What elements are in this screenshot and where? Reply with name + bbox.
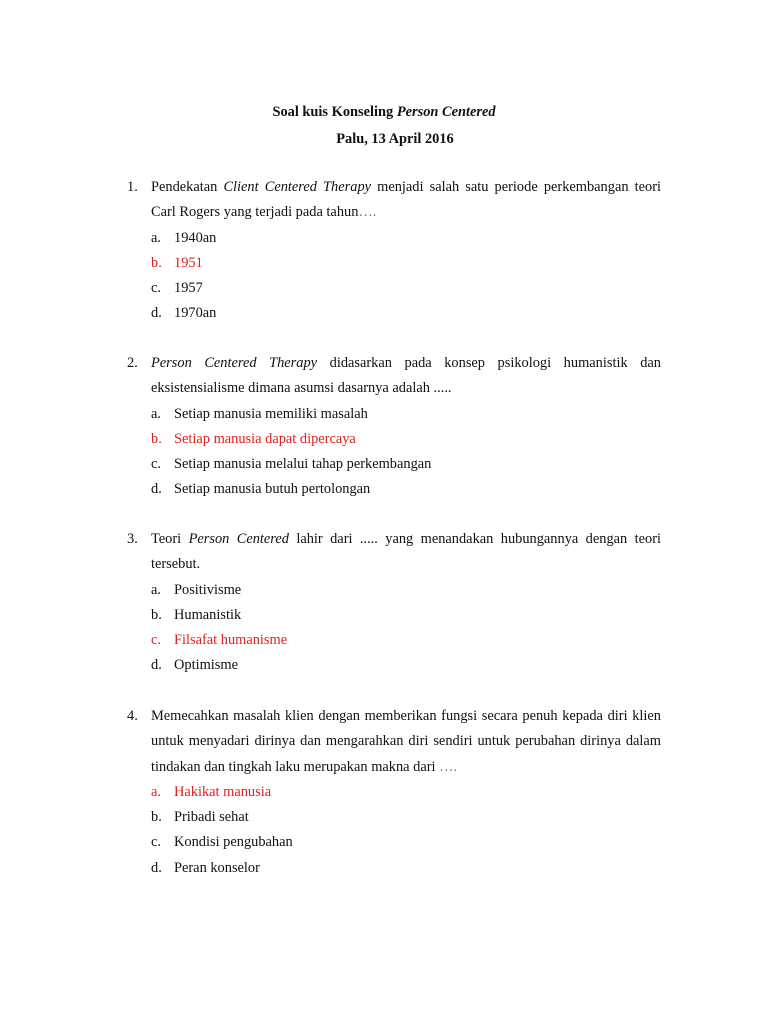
- option-b: b. Humanistik: [151, 606, 242, 623]
- option-list: [151, 578, 661, 679]
- option-a: a. 1940an: [151, 229, 217, 246]
- question-number: 4.: [127, 708, 138, 724]
- question-stem: Person Centered Therapy didasarkan pada konsep psikologi humanistik dan eksistensialisme dimana asumsi dasarnya adalah .....: [151, 355, 661, 397]
- question-stem: Memecahkan masalah klien dengan memberikan fungsi secara penuh kepada diri klien untuk menyadari dirinya dan mengarahkan diri sendiri untuk perubahan dirinya dalam tindakan dan tingkah laku merupakan makna dari ….: [151, 708, 661, 775]
- option-d: d. Peran konselor: [151, 859, 260, 876]
- option-b-correct: b. Setiap manusia dapat dipercaya: [151, 430, 356, 447]
- option-list: [151, 780, 661, 881]
- page-title: [0, 102, 768, 122]
- title-italic: Person Centered: [396, 104, 496, 120]
- option-b: b. Pribadi sehat: [151, 809, 249, 826]
- question-stem: Teori Person Centered lahir dari ..... yang menandakan hubungannya dengan teori tersebut.: [151, 531, 661, 573]
- option-a: a. Setiap manusia memiliki masalah: [151, 405, 368, 422]
- option-a: a. Positivisme: [151, 581, 242, 598]
- question-number: 3.: [127, 531, 138, 547]
- option-c: c. Setiap manusia melalui tahap perkembangan: [151, 456, 432, 473]
- question-number: 2.: [127, 355, 138, 371]
- option-d: d. Optimisme: [151, 657, 238, 674]
- question-stem: Pendekatan Client Centered Therapy menjadi salah satu periode perkembangan teori Carl Rogers yang terjadi pada tahun….: [151, 179, 662, 221]
- title-prefix: Soal kuis Konseling: [272, 104, 397, 120]
- option-c-correct: c. Filsafat humanisme: [151, 632, 288, 649]
- option-b-correct: b. 1951: [151, 254, 203, 271]
- page-date: Palu, 13 April 2016: [336, 131, 454, 147]
- option-c: c. 1957: [151, 280, 203, 297]
- option-d: d. 1970an: [151, 305, 217, 322]
- option-list: [151, 402, 661, 503]
- option-d: d. Setiap manusia butuh pertolongan: [151, 481, 371, 498]
- option-a-correct: a. Hakikat manusia: [151, 783, 272, 800]
- option-c: c. Kondisi pengubahan: [151, 834, 293, 851]
- option-list: [151, 226, 661, 327]
- question-number: 1.: [127, 179, 138, 195]
